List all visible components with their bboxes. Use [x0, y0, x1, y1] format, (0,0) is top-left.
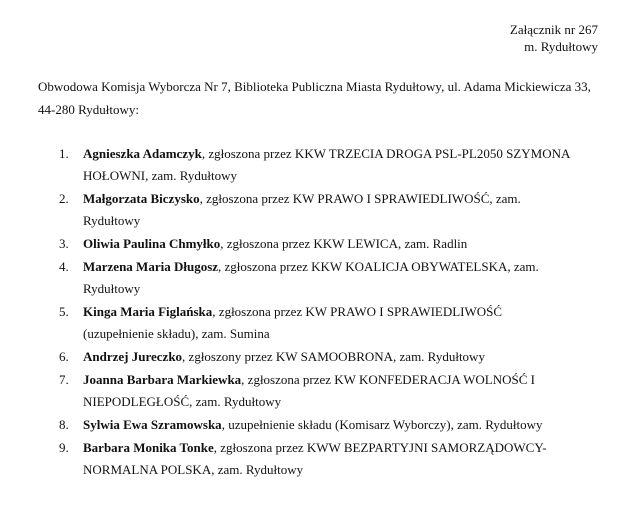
member-name: Oliwia Paulina Chmyłko [83, 236, 221, 251]
list-item [55, 256, 575, 300]
member-details: , zgłoszona przez KWW BEZPARTYJNI SAMORZĄDOWCY-NORMALNA POLSKA, zam. Rydułtowy [83, 440, 547, 477]
list-item [55, 301, 575, 345]
item-number: 4. [59, 259, 69, 274]
item-number: 9. [59, 440, 69, 455]
item-number: 8. [59, 417, 69, 432]
annex-header [510, 21, 598, 55]
commission-description: Obwodowa Komisja Wyborcza Nr 7, Biblioteka Publiczna Miasta Rydułtowy, ul. Adama Mickiewicza 33, 44-280 Rydułtowy: [38, 79, 591, 117]
annex-number: Załącznik nr 267 [509, 22, 598, 37]
member-details: , zgłoszona przez KW PRAWO I SPRAWIEDLIWOŚĆ, zam. Rydułtowy [83, 191, 521, 228]
member-details: , uzupełnienie składu (Komisarz Wyborczy), zam. Rydułtowy [221, 417, 543, 432]
member-details: , zgłoszona przez KKW TRZECIA DROGA PSL-PL2050 SZYMONA HOŁOWNI, zam. Rydułtowy [83, 146, 570, 183]
members-list [55, 143, 575, 482]
item-number: 2. [59, 191, 69, 206]
member-name: Agnieszka Adamczyk [83, 146, 202, 161]
member-name: Barbara Monika Tonke [83, 440, 214, 455]
item-number: 1. [59, 146, 69, 161]
list-item [55, 188, 575, 232]
member-name: Marzena Maria Długosz [83, 259, 219, 274]
list-item [55, 143, 575, 187]
member-name: Joanna Barbara Markiewka [83, 372, 242, 387]
list-item [55, 233, 575, 255]
member-details: , zgłoszona przez KKW LEWICA, zam. Radlin [220, 236, 468, 251]
member-name: Andrzej Jureczko [83, 349, 183, 364]
list-item [55, 437, 575, 481]
member-details: , zgłoszona przez KKW KOALICJA OBYWATELSKA, zam. Rydułtowy [83, 259, 539, 296]
member-name: Kinga Maria Figlańska [83, 304, 213, 319]
item-number: 5. [59, 304, 69, 319]
item-number: 3. [59, 236, 69, 251]
member-name: Małgorzata Biczysko [83, 191, 200, 206]
member-details: , zgłoszona przez KW PRAWO I SPRAWIEDLIWOŚĆ (uzupełnienie składu), zam. Sumina [83, 304, 503, 341]
list-item [55, 414, 575, 436]
item-number: 7. [59, 372, 69, 387]
member-details: , zgłoszona przez KW KONFEDERACJA WOLNOŚĆ I NIEPODLEGŁOŚĆ, zam. Rydułtowy [83, 372, 535, 409]
member-name: Sylwia Ewa Szramowska [83, 417, 222, 432]
list-item [55, 346, 575, 368]
annex-location: m. Rydułtowy [524, 39, 598, 54]
item-number: 6. [59, 349, 69, 364]
list-item [55, 369, 575, 413]
member-details: , zgłoszony przez KW SAMOOBRONA, zam. Rydułtowy [182, 349, 485, 364]
